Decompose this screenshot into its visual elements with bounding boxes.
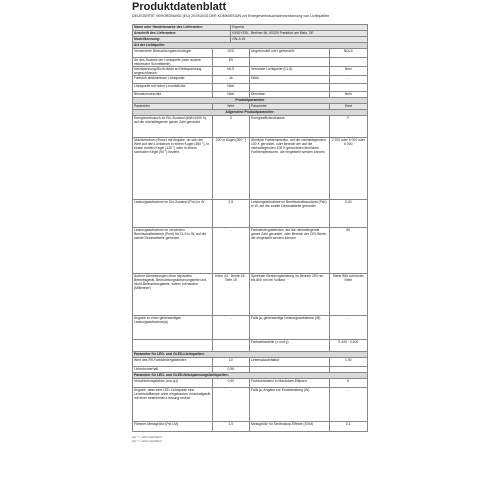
section-heading-netz: Parameter für LED- und OLED-Netzspannungslichtquellen: — [132, 373, 368, 379]
footnote-b: (b) "-": nicht zutreffend — [132, 439, 162, 443]
value-cell: 0,96 — [213, 367, 250, 372]
value-cell: 1,0 — [213, 422, 250, 431]
parameter-cell: Dimmbar: — [250, 92, 330, 97]
parameter-cell: Farbduh abstimmbare Lichtquelle: — [133, 76, 213, 83]
value-cell: 80 — [346, 228, 351, 233]
header-value: Esperia — [232, 25, 244, 30]
value-cell: 6 — [347, 379, 350, 384]
parameter-cell: Verschiebungsfaktor (cos φ1) — [133, 379, 213, 387]
parameter-cell: Falls ja, gleichwertige Leistungsaufnahme (W) — [250, 316, 330, 339]
table-row — [132, 379, 368, 388]
section-heading-produktparameter: Produktparameter — [132, 98, 368, 104]
parameter-cell: Energieeffizienzklasse — [250, 116, 330, 137]
table-row — [132, 84, 368, 92]
footnotes — [132, 435, 368, 443]
table-row — [132, 58, 368, 67]
page-title: Produktdatenblatt — [132, 1, 227, 13]
parameter-cell: Leistungsaufnahme im Ein-Zustand (Pon) in W — [133, 200, 213, 227]
parameter-cell: Ähnliche Farbtemperatur, auf die nächstliegenden 100 K gerundet, oder Bereich der auf die nächstliegenden 100 K gerundeten ähnlichen Farbtemperaturen, die eingestellt werden können — [250, 138, 330, 199]
parameter-cell — [250, 367, 330, 372]
value-cell: NDLS — [343, 49, 353, 54]
led-parameter-rows — [132, 358, 368, 373]
table-row — [132, 67, 368, 76]
parameter-cell — [250, 58, 330, 66]
parameter-cell: Energieverbrauch im Ein-Zustand (kWh/1000 h), auf die nächstliegende ganze Zahl gerundet — [133, 116, 213, 137]
value-cell: - — [213, 228, 250, 273]
section-heading-lichtquelle: Art der Lichtquelle: — [132, 43, 368, 49]
value-cell: 10 — [213, 358, 250, 366]
column-header-row: Parameter Wert Parameter Wert — [132, 104, 368, 110]
table-row — [132, 422, 368, 432]
value-cell: 1,00 — [344, 358, 352, 363]
parameter-cell — [250, 84, 330, 91]
lichtquelle-rows — [132, 49, 368, 98]
value-cell: Nein — [344, 67, 352, 72]
value-cell: E9 — [213, 58, 250, 66]
parameter-cell: Äußere Abmessungen ohne separates Betriebsgerät, Beleuchtungssteuerungsteile und Nicht-Beleuchtungsteile, sofern vorhanden (Millimeter) — [133, 274, 213, 315]
parameter-cell: Hülle: — [250, 76, 330, 83]
table-row — [132, 340, 368, 352]
value-cell: Ja — [213, 76, 250, 83]
parameter-cell: Wert des R9-Farbwiedergabeindex — [133, 358, 213, 366]
value-cell: - — [213, 388, 250, 421]
parameter-cell: Nutzlichtstrom (Φuse) mit Angabe, ob sich der Wert auf den Lichtstrom in einem Kugel (360 °), in einem breiten Kegel (120 °) oder in einem schmalen Kegel (90 °) bezieht — [133, 138, 213, 199]
parameter-cell: Lichtquelle mit hoher Leuchtdichte — [133, 84, 213, 91]
parameter-cell: Angabe, dass eine LED-Lichtquelle eine Leuchtstofflampe ohne eingebautes Vorschaltgerät mit einer bestimmten Leistung ersetzt — [133, 388, 213, 421]
table-row — [132, 316, 368, 340]
value-cell: Nein — [213, 84, 250, 91]
section-heading-allgemeine: Allgemeine Produktparameter: — [132, 110, 368, 116]
header-label: Modellkennung: — [133, 37, 231, 42]
value-cell: - — [347, 316, 349, 321]
value-cell: Siehe Bild auf letzter Seite — [332, 274, 364, 283]
value-cell: LED — [213, 49, 250, 57]
value-cell: - — [213, 316, 250, 339]
table-row — [132, 358, 368, 367]
parameter-cell: Netzspannung/Nicht direkt an Netzspannung angeschlossen: — [133, 67, 213, 75]
parameter-cell: Angabe zu einer gleichwertigen Leistungsaufnahme(a) — [133, 316, 213, 339]
parameter-cell: Farbkonsistenz in MacAdam-Ellipsen — [250, 379, 330, 387]
table-row — [132, 76, 368, 84]
header-label: Name oder Handelsmarke des Lieferanten: — [133, 25, 231, 30]
parameter-cell: Verwendete Beleuchtungstechnologie: — [133, 49, 213, 57]
regulation-intro: DELEGIERTE VERORDNUNG (EU) 2019/2015 DER KOMMISSION zur Energieverbrauchskennzeichnung von Lichtquellen — [132, 14, 330, 18]
value-cell: Nein — [344, 92, 352, 97]
parameter-cell: Leistungsaufnahme im Bereitschaftszustand (Psb) in W, auf die zweite Dezimalstelle gerundet — [250, 200, 330, 227]
value-cell: 200 in Kugel (360 °) — [213, 138, 250, 199]
parameter-cell: Vernetzte Lichtquelle (CLS): — [250, 67, 330, 75]
parameter-cell: Lichtstromerhalt — [133, 367, 213, 372]
parameter-cell — [133, 340, 213, 351]
parameter-cell: Messgröße für Stroboskop-Effekte (SVM) — [250, 422, 330, 431]
value-cell — [330, 84, 367, 91]
value-cell: - — [347, 388, 349, 393]
parameter-cell: Lebensdauerfaktor — [250, 358, 330, 366]
value-cell: MLS — [213, 67, 250, 75]
parameter-cell: Farbwiedergabeindex, auf die nächstliegende ganze Zahl gerundet, oder Bereich der CRI-Werte, die eingestellt werden können — [250, 228, 330, 273]
table-row — [132, 274, 368, 316]
parameter-cell: Art des Sockels der Lichtquelle (oder andere elektrische Schnittstelle) — [133, 58, 213, 66]
parameter-cell: Spektrale Strahlungsleistung im Bereich 250 nm bis 800 nm bei Volllast — [250, 274, 330, 315]
produktparameter-rows — [132, 116, 368, 352]
value-cell: 0,00 — [344, 200, 352, 205]
value-cell: F — [347, 116, 350, 121]
parameter-cell: Leistungsaufnahme im vernetzten Bereitschaftsbetrieb (Pnet) für CLS in W, auf die zweite Dezimalstelle gerundet — [133, 228, 213, 273]
parameter-cell: Falls ja, Angabe zur Ersatzleistung (W) — [250, 388, 330, 421]
value-cell: 0,40 — [213, 379, 250, 387]
value-cell — [330, 367, 367, 372]
table-row — [132, 116, 368, 138]
footnote-a: (a) "-": nicht zutreffend — [132, 435, 162, 439]
parameter-cell: Farbwertanteile (x und y) — [250, 340, 330, 351]
parameter-cell: Ungebündelt oder gebündelt: — [250, 49, 330, 57]
parameter-cell: Blendschutzschild — [133, 92, 213, 97]
value-cell: Nein — [213, 92, 250, 97]
section-heading-led: Parameter für LED- und OLED-Lichtquellen: — [132, 352, 368, 358]
value-cell: 2,8 — [213, 200, 250, 227]
header-value: GN-A 15 — [232, 37, 246, 42]
header-rows — [132, 25, 368, 43]
value-cell: 0,1 — [345, 422, 351, 427]
table-row — [132, 49, 368, 58]
value-cell: 0,440 · 0,400 — [338, 340, 359, 345]
header-label: Anschrift des Lieferanten: — [133, 31, 231, 36]
product-datasheet — [132, 0, 368, 492]
value-cell — [330, 58, 367, 66]
value-cell: 2 700 oder 4 000 oder 6 000 — [331, 138, 365, 147]
header-value: KINDYEEL, Berliner 56, 60325 Frankfurt am Main, DE — [232, 31, 314, 36]
table-row — [132, 388, 368, 422]
value-cell: 3 — [213, 116, 250, 137]
table-row — [132, 228, 368, 274]
parameter-cell: Flimmer-Messgröße (Pst LM) — [133, 422, 213, 431]
value-cell: Höhe 44 · Breite 15 · Tiefe 15 — [213, 274, 250, 315]
value-cell — [213, 340, 250, 351]
value-cell: - — [347, 76, 349, 81]
netz-parameter-rows — [132, 379, 368, 432]
table-row — [132, 200, 368, 228]
datasheet-table — [132, 24, 368, 432]
table-row — [132, 138, 368, 200]
